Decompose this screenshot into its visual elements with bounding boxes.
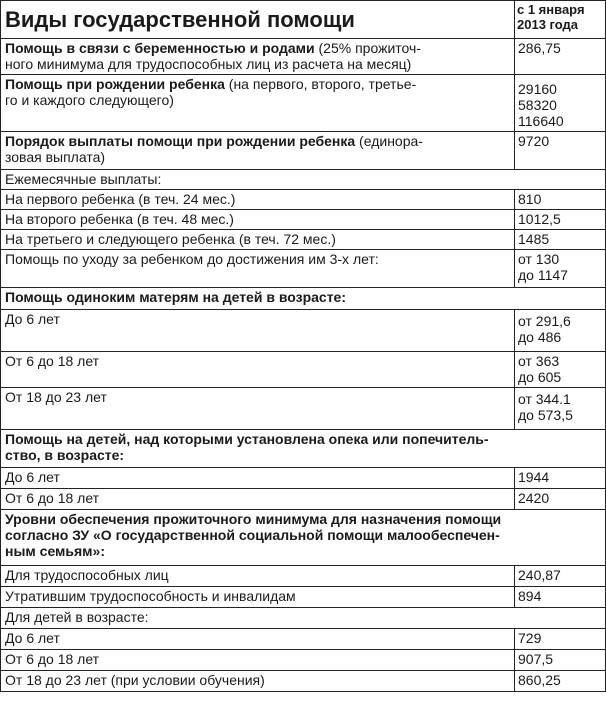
row-value-line: до 486 (518, 329, 562, 345)
table-row (1, 288, 606, 310)
row-label: От 6 до 18 лет (1, 650, 515, 671)
row-label-bold: Порядок выплаты помощи при рождении ребенка (5, 133, 356, 149)
table-row (1, 310, 606, 352)
row-value-line: 116640 (518, 113, 564, 129)
table-row (1, 132, 606, 170)
row-label: От 6 до 18 лет (1, 352, 515, 388)
row-label-text: (единора- (355, 133, 423, 149)
row-value (515, 132, 606, 170)
section-label-bold: Помощь одиноким матерям на детей в возрасте: (5, 289, 347, 305)
date-header-line1: с 1 января (517, 2, 585, 17)
row-label: На третьего и следующего ребенка (в теч. 72 мес.) (1, 230, 515, 250)
section-label (1, 510, 606, 566)
section-label: Для детей в возрасте: (1, 608, 606, 629)
table-row (1, 190, 606, 210)
section-label-bold: Помощь на детей, над которыми установлена опека или попечитель- (5, 431, 489, 447)
row-label-text: (на первого, второго, третье- (224, 76, 417, 92)
table-row (1, 650, 606, 671)
row-value-line: до 573,5 (518, 407, 573, 423)
row-value-line: от 344.1 (518, 391, 571, 407)
row-value-line: 9720 (518, 133, 550, 149)
row-label: Для трудоспособных лиц (1, 566, 515, 587)
row-label: На второго ребенка (в теч. 48 мес.) (1, 210, 515, 230)
row-value-line: 286,75 (518, 40, 561, 56)
row-value (515, 39, 606, 75)
row-value: 860,25 (515, 671, 606, 692)
row-label-text-2: го и каждого следующего) (5, 92, 174, 108)
row-label: До 6 лет (1, 310, 515, 352)
section-label (1, 288, 606, 310)
row-label (1, 75, 515, 132)
row-value (515, 388, 606, 430)
table-header-row (1, 1, 606, 39)
row-value: 894 (515, 587, 606, 608)
table-row (1, 39, 606, 75)
row-value: 729 (515, 629, 606, 650)
table-row (1, 388, 606, 430)
row-value-line: 29160 (518, 81, 557, 97)
row-value: 1944 (515, 468, 606, 489)
row-value-line: от 130 (518, 251, 560, 267)
row-label-text: (25% прожиточ- (314, 40, 421, 56)
row-value: 810 (515, 190, 606, 210)
row-label: Утратившим трудоспособность и инвалидам (1, 587, 515, 608)
table-row (1, 629, 606, 650)
row-label: От 18 до 23 лет (при условии обучения) (1, 671, 515, 692)
row-value (515, 250, 606, 288)
table-row (1, 230, 606, 250)
row-value-line: от 291,6 (518, 313, 571, 329)
table-title: Виды государственной помощи (1, 1, 515, 39)
section-label (1, 430, 606, 468)
table-row (1, 352, 606, 388)
row-label-bold: Помощь при рождении ребенка (5, 76, 225, 92)
section-label-bold: Уровни обеспечения прожиточного минимума для назначения помощи (5, 511, 502, 527)
row-value: 2420 (515, 489, 606, 510)
date-header (515, 1, 606, 39)
date-header-line2: 2013 года (517, 17, 579, 32)
row-value: 907,5 (515, 650, 606, 671)
row-value-line: 58320 (518, 97, 557, 113)
row-value-line: от 363 (518, 353, 560, 369)
row-label: На первого ребенка (в теч. 24 мес.) (1, 190, 515, 210)
table-row (1, 210, 606, 230)
row-value: 240,87 (515, 566, 606, 587)
row-label: От 18 до 23 лет (1, 388, 515, 430)
row-label: Помощь по уходу за ребенком до достижения им 3-х лет: (1, 250, 515, 288)
table-row (1, 75, 606, 132)
section-label-bold-3: ным семьям»: (5, 543, 105, 559)
table-row (1, 250, 606, 288)
table-row (1, 566, 606, 587)
row-label: От 6 до 18 лет (1, 489, 515, 510)
table-row (1, 587, 606, 608)
row-label (1, 132, 515, 170)
table-row (1, 170, 606, 190)
table-row (1, 510, 606, 566)
row-label-text-2: зовая выплата) (5, 149, 106, 165)
row-label: До 6 лет (1, 629, 515, 650)
row-label (1, 39, 515, 75)
row-value: 1012,5 (515, 210, 606, 230)
section-label-bold-2: ство, в возрасте: (5, 447, 125, 463)
row-value-line: до 1147 (518, 267, 568, 283)
table-row (1, 430, 606, 468)
row-value: 1485 (515, 230, 606, 250)
table-row (1, 671, 606, 692)
row-label-bold: Помощь в связи с беременностью и родами (5, 40, 315, 56)
table-row (1, 608, 606, 629)
row-value (515, 352, 606, 388)
row-value-line: до 605 (518, 369, 562, 385)
section-label-bold-2: согласно ЗУ «О государственной социальной помощи малообеспечен- (5, 527, 500, 543)
row-value (515, 310, 606, 352)
table-row (1, 468, 606, 489)
row-label: До 6 лет (1, 468, 515, 489)
section-label: Ежемесячные выплаты: (1, 170, 606, 190)
table-row (1, 489, 606, 510)
row-value (515, 75, 606, 132)
row-label-text-2: ного минимума для трудоспособных лиц из расчета на месяц) (5, 56, 412, 72)
